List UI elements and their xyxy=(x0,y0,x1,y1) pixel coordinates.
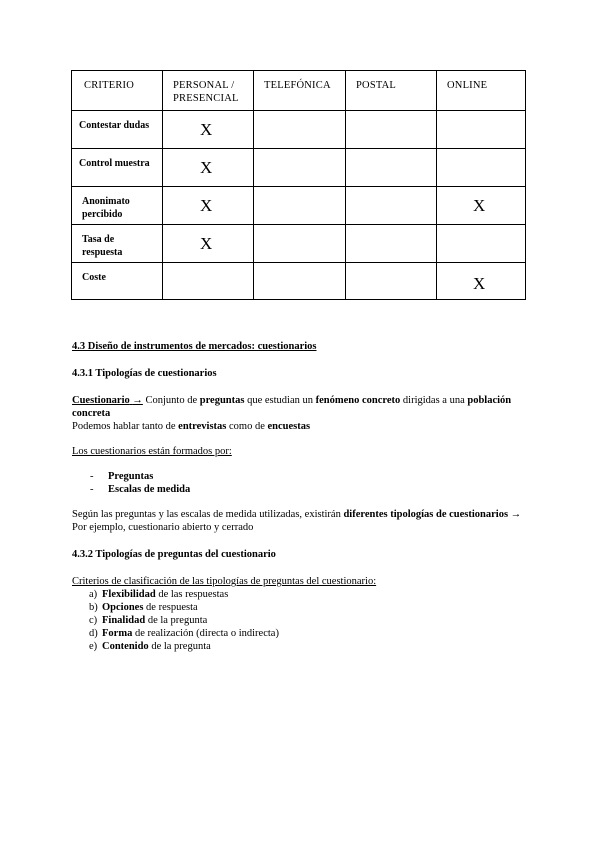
table-row xyxy=(72,187,526,225)
interview-survey-line: Podemos hablar tanto de entrevistas como de encuestas xyxy=(72,421,311,432)
cell-postal xyxy=(346,111,437,149)
cell-telefonica xyxy=(254,225,346,263)
list-item: d) Forma de realización (directa o indirecta) xyxy=(89,628,279,639)
document-body xyxy=(72,340,532,653)
row-label: Coste xyxy=(72,263,163,300)
cell-postal xyxy=(346,225,437,263)
cell-postal xyxy=(346,263,437,300)
cell-personal: X xyxy=(163,111,254,149)
section-heading: 4.3 Diseño de instrumentos de mercados: cuestionarios xyxy=(72,341,317,352)
header-online: ONLINE xyxy=(437,71,526,111)
criteria-intro: Criterios de clasificación de las tipologías de preguntas del cuestionario: xyxy=(72,576,377,587)
list-item: - Preguntas xyxy=(90,470,532,483)
cell-personal: X xyxy=(163,149,254,187)
cell-telefonica xyxy=(254,187,346,225)
definition-paragraph: Cuestionario → Conjunto de preguntas que estudian un fenómeno concreto dirigidas a una población concreta xyxy=(72,395,512,419)
cell-personal: X xyxy=(163,187,254,225)
cell-online xyxy=(437,225,526,263)
cell-postal xyxy=(346,149,437,187)
list-item: a) Flexibilidad de las respuestas xyxy=(89,589,229,600)
cell-online xyxy=(437,149,526,187)
subsection-heading-1: 4.3.1 Tipologías de cuestionarios xyxy=(72,368,217,379)
cell-online: X xyxy=(437,263,526,300)
table-row xyxy=(72,225,526,263)
table-row xyxy=(72,149,526,187)
criteria-table xyxy=(71,70,526,300)
header-telefonica: TELEFÓNICA xyxy=(254,71,346,111)
cell-telefonica xyxy=(254,149,346,187)
list-item: - Escalas de medida xyxy=(90,483,532,496)
typologies-paragraph: Según las preguntas y las escalas de medida utilizadas, existirán diferentes tipologías de cuestionarios → Por ejemplo, cuestionario abierto y cerrado xyxy=(72,509,522,533)
list-item: b) Opciones de respuesta xyxy=(89,602,198,613)
table-row xyxy=(72,263,526,300)
subsection-heading-2: 4.3.2 Tipologías de preguntas del cuestionario xyxy=(72,549,276,560)
header-criterio: CRITERIO xyxy=(72,71,163,111)
cell-postal xyxy=(346,187,437,225)
formed-by-intro: Los cuestionarios están formados por: xyxy=(72,446,232,457)
cell-personal: X xyxy=(163,225,254,263)
row-label: Control muestra xyxy=(72,149,163,187)
row-label: Anonimato percibido xyxy=(72,187,163,225)
cell-personal xyxy=(163,263,254,300)
table-row xyxy=(72,111,526,149)
header-personal: PERSONAL / PRESENCIAL xyxy=(163,71,254,111)
components-list xyxy=(72,470,532,496)
cell-online xyxy=(437,111,526,149)
table-header-row xyxy=(72,71,526,111)
row-label: Tasa de respuesta xyxy=(72,225,163,263)
cell-telefonica xyxy=(254,263,346,300)
list-item: c) Finalidad de la pregunta xyxy=(89,615,208,626)
criteria-list xyxy=(72,588,532,653)
cell-online: X xyxy=(437,187,526,225)
header-postal: POSTAL xyxy=(346,71,437,111)
list-item: e) Contenido de la pregunta xyxy=(89,641,211,652)
row-label: Contestar dudas xyxy=(72,111,163,149)
cell-telefonica xyxy=(254,111,346,149)
